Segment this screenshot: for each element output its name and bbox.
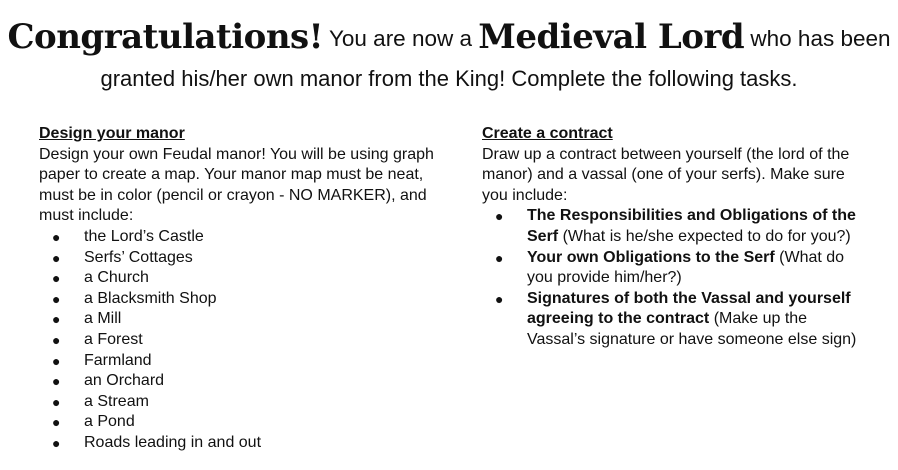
list-item: ● Your own Obligations to the Serf (What do you provide him/her?) — [495, 248, 845, 287]
bullet-icon: ● — [52, 311, 61, 328]
list-item: ● Farmland — [39, 351, 449, 372]
contract-items-list — [482, 206, 867, 350]
title-line-1 — [0, 16, 898, 60]
bullet-icon: ● — [52, 352, 61, 369]
title-text-mid: You are now a — [323, 26, 479, 51]
bullet-icon: ● — [52, 393, 61, 410]
bullet-icon: ● — [495, 290, 504, 307]
contract-description: Draw up a contract between yourself (the lord of the manor) and a vassal (one of your serfs). Make sure you include: — [482, 145, 850, 204]
congratulations-word: Congratulations! — [7, 17, 324, 57]
list-item: ● a Pond — [39, 412, 449, 433]
contract-heading: Create a contract — [482, 125, 613, 142]
bullet-icon: ● — [52, 290, 61, 307]
bullet-icon: ● — [52, 373, 61, 390]
manor-description: Design your own Feudal manor! You will be using graph paper to create a map. Your manor map must be neat, must be in color (pencil or crayon - NO MARKER), and must include: — [39, 145, 434, 225]
title-line-2: granted his/her own manor from the King! Complete the following tasks. — [100, 66, 798, 91]
bullet-icon: ● — [52, 249, 61, 266]
manor-section — [39, 124, 449, 454]
list-item: ● a Blacksmith Shop — [39, 289, 449, 310]
list-item: ● a Church — [39, 268, 449, 289]
medieval-lord-word: Medieval Lord — [478, 17, 745, 57]
list-item: ● a Forest — [39, 330, 449, 351]
list-item: ● Roads leading in and out — [39, 433, 449, 454]
bullet-icon: ● — [52, 270, 61, 287]
list-item: ● Serfs’ Cottages — [39, 248, 449, 269]
list-item: ● a Mill — [39, 309, 449, 330]
bullet-icon: ● — [495, 208, 504, 225]
bullet-icon: ● — [52, 434, 61, 451]
list-item: ● a Stream — [39, 392, 449, 413]
list-item: ● Signatures of both the Vassal and yourself agreeing to the contract (Make up the Vassal’s signature or have someone else sign) — [495, 289, 857, 348]
contract-section — [482, 124, 867, 351]
manor-items-list — [39, 227, 449, 454]
manor-heading: Design your manor — [39, 125, 185, 142]
title-text-end: who has been — [744, 26, 891, 51]
bullet-icon: ● — [52, 228, 61, 245]
bullet-icon: ● — [495, 249, 504, 266]
list-item: ● The Responsibilities and Obligations of the Serf (What is he/she expected to do for you?) — [495, 207, 856, 245]
bullet-icon: ● — [52, 414, 61, 431]
list-item: ● the Lord’s Castle — [39, 227, 449, 248]
bullet-icon: ● — [52, 331, 61, 348]
list-item: ● an Orchard — [39, 371, 449, 392]
